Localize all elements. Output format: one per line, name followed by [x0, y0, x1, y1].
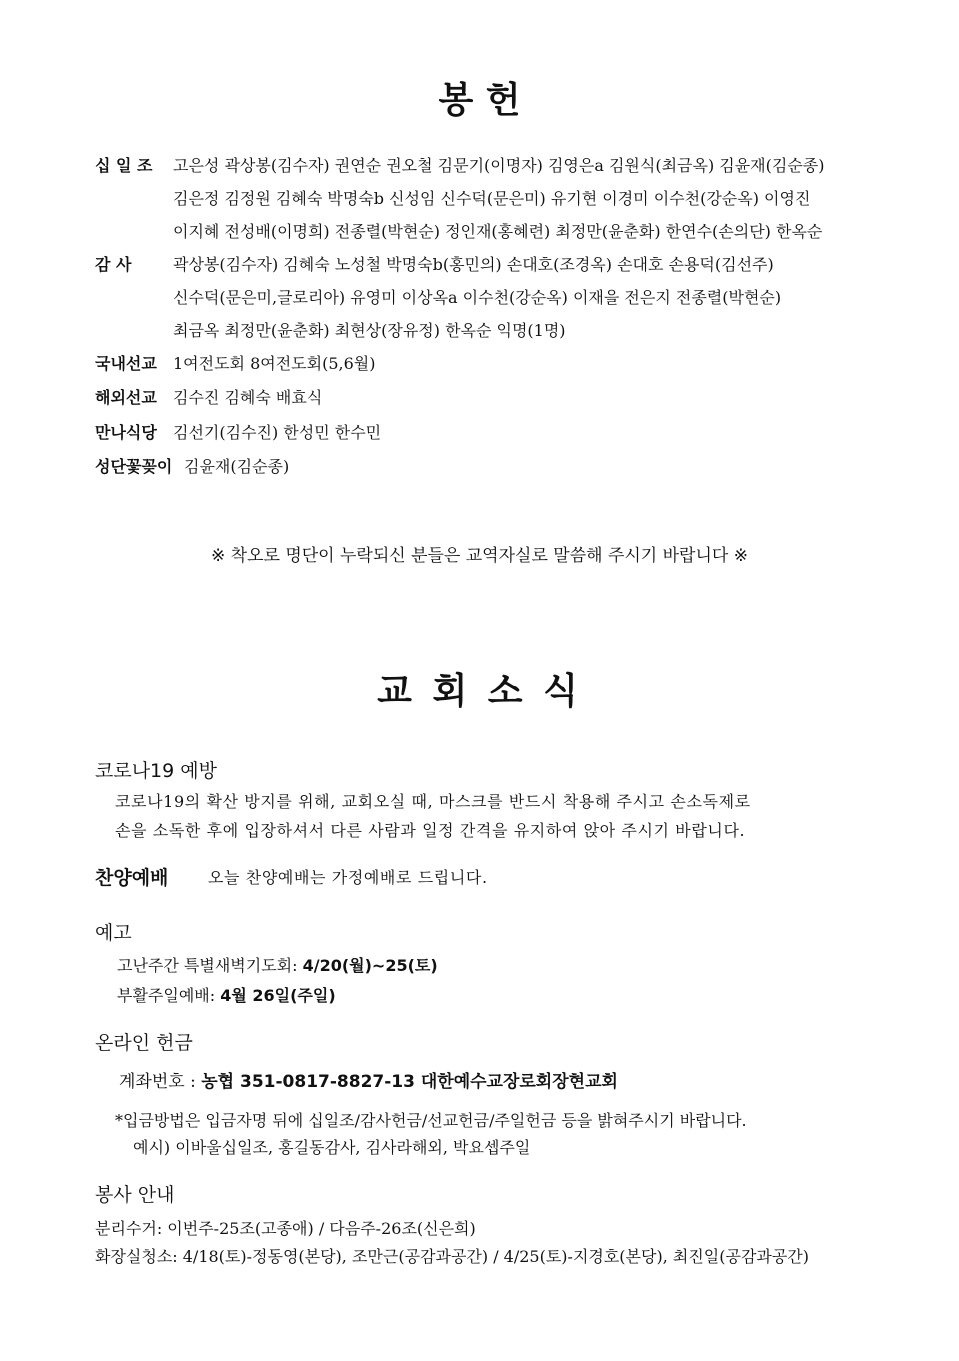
corona-line-1: 코로나19의 확산 방지를 위해, 교회오실 때, 마스크를 반드시 착용해 주시고 손소독제로 — [115, 792, 751, 811]
thanks-names-line-3: 최금옥 최정만(윤춘화) 최현상(장유정) 한옥순 익명(1명) — [173, 321, 566, 340]
tithe-names-line-1: 고은성 곽상봉(김수자) 권연순 권오철 김문기(이명자) 김영은a 김원식(최금옥) 김윤재(김순종) — [173, 156, 825, 175]
domestic-mission-label: 국내선교 — [95, 354, 157, 373]
thanks-label: 감 사 — [95, 255, 132, 274]
service-heading: 봉사 안내 — [95, 1184, 175, 1206]
corona-line-2: 손을 소독한 후에 입장하셔서 다른 사람과 일정 간격을 유지하여 앉아 주시기 바랍니다. — [115, 821, 746, 840]
manna-text: 김선기(김수진) 한성민 한수민 — [173, 423, 382, 442]
altar-flowers-text: 김윤재(김순종) — [184, 457, 290, 476]
offering-title: 봉 헌 — [438, 80, 521, 121]
deposit-method-line: *입금방법은 입금자명 뒤에 십일조/감사헌금/선교헌금/주일헌금 등을 밝혀주시기 바랍니다. — [115, 1111, 747, 1130]
manna-row — [95, 423, 381, 443]
praise-text: 오늘 찬양예배는 가정예배로 드립니다. — [208, 868, 488, 887]
thanks-names-line-1: 곽상봉(김수자) 김혜숙 노성철 박명숙b(홍민의) 손대호(조경옥) 손대호 손용덕(김선주) — [173, 255, 774, 274]
preview-item-2 — [117, 983, 336, 1006]
account-row — [119, 1067, 618, 1092]
praise-heading: 찬양예배 — [95, 867, 169, 889]
overseas-mission-label: 해외선교 — [95, 388, 157, 407]
restroom-cleaning-line: 화장실청소: 4/18(토)-정동영(본당), 조만근(공감과공간) / 4/25(토)-지경호(본당), 최진일(공감과공간) — [95, 1247, 810, 1266]
tithe-row — [95, 156, 825, 176]
overseas-mission-row — [95, 388, 322, 408]
preview-item-1-value: 4/20(월)~25(토) — [302, 956, 438, 975]
recycling-line: 분리수거: 이번주-25조(고종애) / 다음주-26조(신은희) — [95, 1219, 476, 1238]
preview-item-1-label: 고난주간 특별새벽기도회: — [117, 956, 303, 975]
news-title: 교 회 소 식 — [377, 671, 582, 712]
account-label: 계좌번호 : — [119, 1072, 202, 1092]
thanks-row — [95, 255, 774, 275]
domestic-mission-row — [95, 354, 375, 374]
account-value: 농협 351-0817-8827-13 대한예수교장로회장현교회 — [201, 1072, 618, 1092]
domestic-mission-text: 1여전도회 8여전도회(5,6월) — [173, 354, 376, 373]
thanks-names-line-2: 신수덕(문은미,글로리아) 유영미 이상옥a 이수천(강순옥) 이재을 전은지 전종렬(박현순) — [173, 288, 782, 307]
altar-flowers-row — [95, 457, 289, 477]
tithe-names-line-2: 김은정 김정원 김혜숙 박명숙b 신성임 신수덕(문은미) 유기현 이경미 이수천(강순옥) 이영진 — [173, 189, 811, 208]
manna-label: 만나식당 — [95, 423, 157, 442]
omission-notice: ※ 착오로 명단이 누락되신 분들은 교역자실로 말씀해 주시기 바랍니다 ※ — [211, 546, 748, 566]
preview-heading: 예고 — [95, 922, 132, 944]
tithe-label: 십 일 조 — [95, 156, 153, 175]
corona-heading: 코로나19 예방 — [95, 760, 217, 782]
altar-flowers-label: 성단꽃꽂이 — [95, 457, 173, 476]
preview-item-2-value: 4월 26일(주일) — [220, 986, 336, 1005]
deposit-example-line: 예시) 이바울십일조, 홍길동감사, 김사라해외, 박요셉주일 — [133, 1138, 531, 1157]
preview-item-2-label: 부활주일예배: — [117, 986, 221, 1005]
overseas-mission-text: 김수진 김혜숙 배효식 — [173, 388, 323, 407]
tithe-names-line-3: 이지혜 전성배(이명희) 전종렬(박현순) 정인재(홍혜련) 최정만(윤춘화) 한연수(손의단) 한옥순 — [173, 222, 823, 241]
online-heading: 온라인 헌금 — [95, 1032, 193, 1054]
preview-item-1 — [117, 953, 438, 976]
